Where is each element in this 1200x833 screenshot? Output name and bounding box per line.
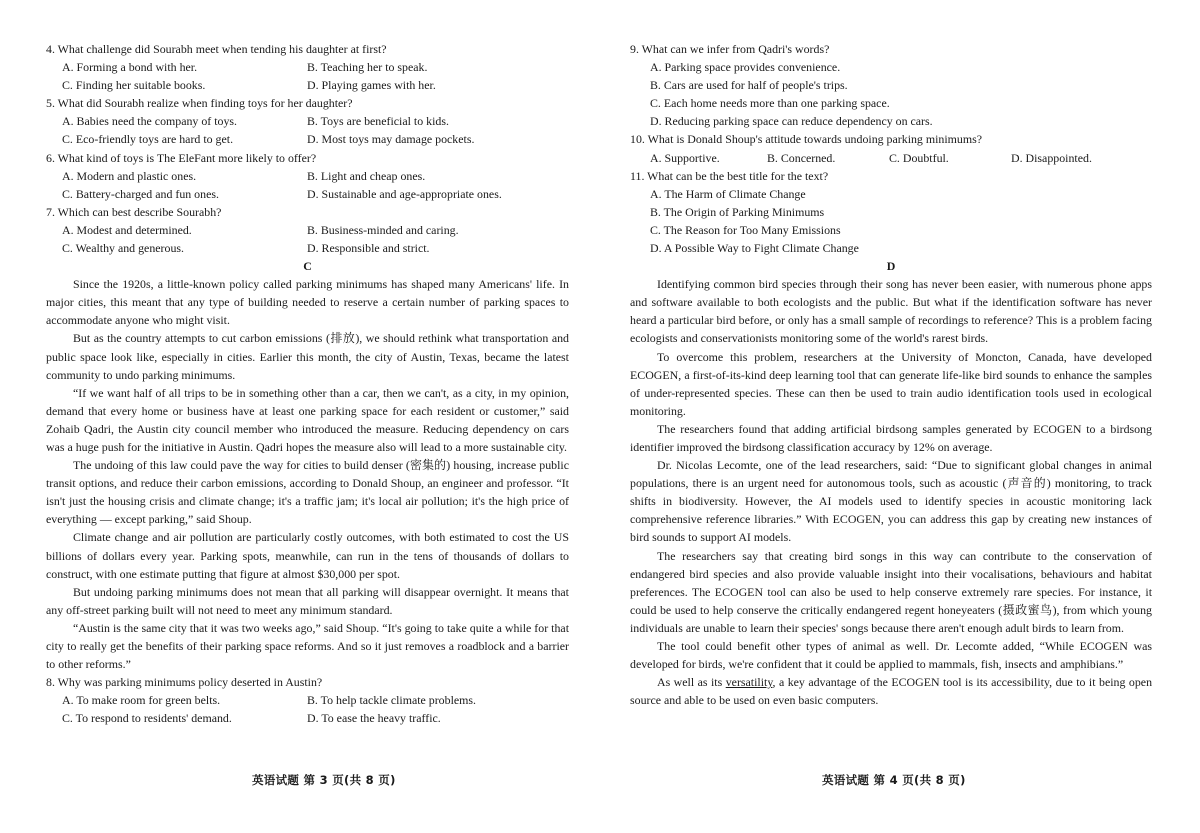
page-footer-right: 英语试题 第 4 页(共 8 页): [822, 773, 966, 787]
option-a: A. Parking space provides convenience.: [650, 60, 841, 75]
paragraph-last: [630, 673, 1152, 709]
question-10-options: [630, 149, 1152, 167]
option-a: A. The Harm of Climate Change: [650, 186, 806, 201]
option-d: D. A Possible Way to Fight Climate Change: [650, 241, 859, 256]
question-8-options: [46, 691, 569, 727]
option-b: B. Business-minded and caring.: [307, 222, 459, 237]
question-9-stem: 9. What can we infer from Qadri's words?: [630, 42, 830, 56]
paragraph: But undoing parking minimums does not mean that all parking will disappear overnight. It means that any off-street parking built will not need to meet any minimum standard.: [46, 584, 569, 617]
paragraph: Identifying common bird species through their song has never been easier, with numerous phone apps and software available to both ecologists and the public. But what if the identification software has never heard a particular bird before, or only has a small sample of recordings to reference? This is a problem facing ecologists and conservationists monitoring some of the world's rarest birds.: [630, 277, 1152, 346]
paragraph: The researchers say that creating bird songs in this way can contribute to the conservation of endangered bird species and also provide valuable insight into their vocalisations, behaviours and habitat preferences. The ECOGEN tool can also be used to help conserve extremely rare species. For instance, it could be used to help conserve the critically endangered regent honeyeaters (摄政蜜鸟), from which young individuals are unable to learn their species' songs because there aren't enough adult birds to learn from.: [630, 548, 1152, 635]
option-d: D. Responsible and strict.: [307, 241, 430, 256]
question-4-stem: 4. What challenge did Sourabh meet when tending his daughter at first?: [46, 42, 387, 56]
question-5-options: [46, 112, 569, 148]
option-d: D. Reducing parking space can reduce dependency on cars.: [650, 114, 933, 129]
left-page: [46, 40, 569, 727]
question-9-options: [630, 58, 1152, 130]
passage-d: [630, 275, 1152, 709]
right-page: [630, 40, 1152, 709]
option-b: B. To help tackle climate problems.: [307, 693, 477, 708]
option-c: C. Eco-friendly toys are hard to get.: [62, 132, 234, 147]
option-c: C. Doubtful.: [889, 150, 949, 165]
question-6-options: [46, 167, 569, 203]
paragraph: The tool could benefit other types of animal as well. Dr. Lecomte added, “While ECOGEN was developed for birds, we're confident that it could be applied to mammals, fish, insects and amphibians.”: [630, 639, 1152, 672]
paragraph: Climate change and air pollution are particularly costly outcomes, with both estimated to cost the US billions of dollars every year. Parking spots, meanwhile, can run in the tens of thousands of dollars to construct, with one estimate putting that figure at almost $30,000 per spot.: [46, 530, 569, 581]
option-b: B. Toys are beneficial to kids.: [307, 114, 449, 129]
option-b: B. The Origin of Parking Minimums: [650, 204, 825, 219]
option-b: B. Concerned.: [767, 150, 836, 165]
text-run: , a key advantage of the ECOGEN tool is its accessibility, due to it being open source and able to be used on even basic computers.: [630, 675, 1153, 708]
option-c: C. Finding her suitable books.: [62, 78, 206, 93]
question-6-stem: 6. What kind of toys is The EleFant more likely to offer?: [46, 150, 317, 165]
option-c: C. The Reason for Too Many Emissions: [650, 222, 841, 237]
option-a: A. Modest and determined.: [62, 222, 192, 237]
option-a: A. Supportive.: [650, 150, 720, 165]
option-c: C. Wealthy and generous.: [62, 241, 184, 256]
question-4-options: [46, 58, 569, 94]
paragraph: The researchers found that adding artificial birdsong samples generated by ECOGEN to a birdsong identifier improved the birdsong classification accuracy by 12% on average.: [630, 421, 1152, 454]
paragraph: Dr. Nicolas Lecomte, one of the lead researchers, said: “Due to significant global changes in animal populations, there is an urgent need for autonomous tools, such as acoustic (声音的) monitoring, to track shifts in biodiversity. However, the AI models used to identify species in acoustic monitoring lack comprehensive reference libraries.” With ECOGEN, you can address this gap by creating new instances of bird sounds to support AI models.: [630, 458, 1152, 545]
option-d: D. Most toys may damage pockets.: [307, 132, 475, 147]
option-a: A. Modern and plastic ones.: [62, 168, 197, 183]
paragraph: “Austin is the same city that it was two weeks ago,” said Shoup. “It's going to take quite a while for that city to really get the benefits of their parking space reforms. And so it just removes a roadblock and a barrier to other reforms.”: [46, 620, 569, 672]
question-8-stem: 8. Why was parking minimums policy deserted in Austin?: [46, 675, 323, 690]
section-heading-c: C: [303, 259, 312, 274]
option-a: A. Forming a bond with her.: [62, 60, 198, 75]
question-5-stem: 5. What did Sourabh realize when finding toys for her daughter?: [46, 96, 353, 111]
option-c: C. To respond to residents' demand.: [62, 711, 232, 726]
paragraph: The undoing of this law could pave the way for cities to build denser (密集的) housing, increase public transit options, and reduce their carbon emissions, according to Donald Shoup, an engineer and professor. “It isn't just the housing crisis and climate change; it's a traffic jam; it's local air pollution; it's the high price of everything — except parking,” said Shoup.: [46, 458, 569, 527]
question-10-stem: 10. What is Donald Shoup's attitude towards undoing parking minimums?: [630, 132, 983, 147]
paragraph: To overcome this problem, researchers at the University of Moncton, Canada, have developed ECOGEN, a first-of-its-kind deep learning tool that can generate life-like bird sounds to enhance the samples of under-represented species. These can then be used to train audio identification tools used in ecological monitoring.: [630, 349, 1152, 418]
passage-c: [46, 275, 569, 673]
text-run: As well as its: [657, 675, 726, 690]
paragraph: “If we want half of all trips to be in something other than a car, then we can't, as a city, in my opinion, demand that every home or business have at least one parking space for each resident or customer,” said Zohaib Qadri, the Austin city council member who introduced the measure. Reducing dependency on cars was a huge push for the initiative in Austin. Qadri hopes the measure also will lead to a more sustainable city.: [46, 385, 569, 454]
option-a: A. Babies need the company of toys.: [62, 114, 238, 129]
paragraph: Since the 1920s, a little-known policy called parking minimums has shaped many Americans' life. In major cities, this meant that any type of building needed to reserve a certain number of parking spaces to accommodate anyone who might visit.: [46, 277, 569, 328]
question-7-options: [46, 221, 569, 257]
option-d: D. Playing games with her.: [307, 78, 436, 93]
question-11-options: [630, 185, 1152, 257]
option-d: D. Sustainable and age-appropriate ones.: [307, 186, 502, 201]
option-a: A. To make room for green belts.: [62, 693, 221, 708]
option-b: B. Teaching her to speak.: [307, 60, 428, 75]
page-footer-left: 英语试题 第 3 页(共 8 页): [252, 773, 396, 787]
option-c: C. Battery-charged and fun ones.: [62, 186, 219, 201]
option-d: D. Disappointed.: [1011, 150, 1092, 165]
option-d: D. To ease the heavy traffic.: [307, 711, 441, 726]
question-7-stem: 7. Which can best describe Sourabh?: [46, 204, 222, 219]
section-heading-d: D: [886, 259, 896, 274]
underlined-word: versatility: [725, 675, 773, 690]
option-b: B. Cars are used for half of people's trips.: [650, 78, 848, 93]
option-b: B. Light and cheap ones.: [307, 168, 426, 183]
paragraph: But as the country attempts to cut carbon emissions (排放), we should rethink what transportation and public space look like, especially in cities. Earlier this month, the city of Austin, Texas, became the latest community to undo parking minimums.: [46, 331, 569, 382]
question-11-stem: 11. What can be the best title for the text?: [630, 168, 829, 183]
option-c: C. Each home needs more than one parking space.: [650, 96, 890, 111]
